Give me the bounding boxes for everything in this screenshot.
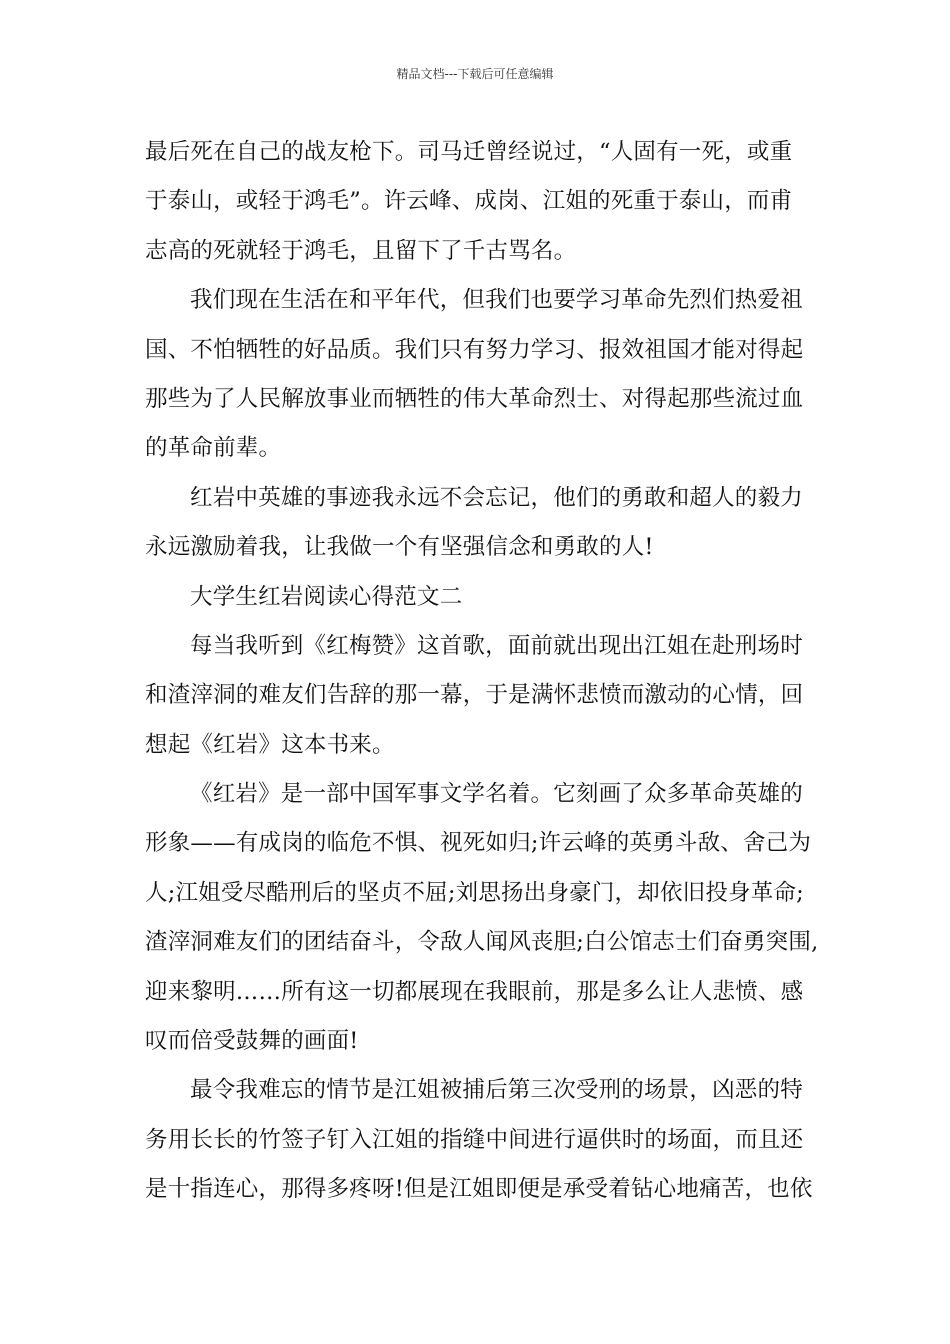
text-line: 《红岩》是一部中国军事文学名着。它刻画了众多革命英雄的 — [190, 781, 803, 808]
text-line: 志高的死就轻于鸿毛，且留下了千古骂名。 — [145, 237, 577, 264]
text-line: 是十指连心，那得多疼呀!但是江姐即便是承受着钻心地痛苦，也依 — [145, 1176, 813, 1203]
page-header: 精品文档---下载后可任意编辑 — [396, 67, 554, 81]
text-line: 永远激励着我，让我做一个有坚强信念和勇敢的人! — [145, 534, 654, 561]
text-line: 大学生红岩阅读心得范文二 — [190, 583, 463, 610]
text-line: 和渣滓洞的难友们告辞的那一幕，于是满怀悲愤而激动的心情，回 — [145, 682, 804, 709]
text-line: 最后死在自己的战友枪下。司马迁曾经说过，“人固有一死，或重 — [145, 139, 793, 165]
text-line: 想起《红岩》这本书来。 — [145, 731, 395, 758]
text-line: 形象——有成岗的临危不惧、视死如归;许云峰的英勇斗敌、舍己为 — [145, 830, 812, 857]
text-line: 渣滓洞难友们的团结奋斗，令敌人闻风丧胆;白公馆志士们奋勇突围, — [145, 929, 819, 956]
text-line: 我们现在生活在和平年代，但我们也要学习革命先烈们热爱祖 — [190, 287, 803, 314]
body-text — [145, 128, 825, 1215]
text-line: 于泰山，或轻于鸿毛”。许云峰、成岗、江姐的死重于泰山，而甫 — [145, 188, 793, 215]
text-line: 人;江姐受尽酷刑后的坚贞不屈;刘思扬出身豪门，却依旧投身革命; — [145, 879, 804, 906]
text-line: 那些为了人民解放事业而牺牲的伟大革命烈士、对得起那些流过血 — [145, 385, 804, 412]
text-line: 每当我听到《红梅赞》这首歌，面前就出现出江姐在赴刑场时 — [190, 632, 803, 659]
text-line: 务用长长的竹签子钉入江姐的指缝中间进行逼供时的场面，而且还 — [145, 1126, 804, 1153]
text-line: 叹而倍受鼓舞的画面! — [145, 1028, 359, 1055]
text-line: 最令我难忘的情节是江姐被捕后第三次受刑的场景，凶恶的特 — [190, 1077, 803, 1104]
text-line: 迎来黎明……所有这一切都展现在我眼前，那是多么让人悲愤、感 — [145, 978, 804, 1005]
text-line: 国、不怕牺牲的好品质。我们只有努力学习、报效祖国才能对得起 — [145, 336, 804, 363]
text-line: 的革命前辈。 — [145, 435, 282, 462]
text-line: 红岩中英雄的事迹我永远不会忘记，他们的勇敢和超人的毅力 — [190, 484, 803, 511]
